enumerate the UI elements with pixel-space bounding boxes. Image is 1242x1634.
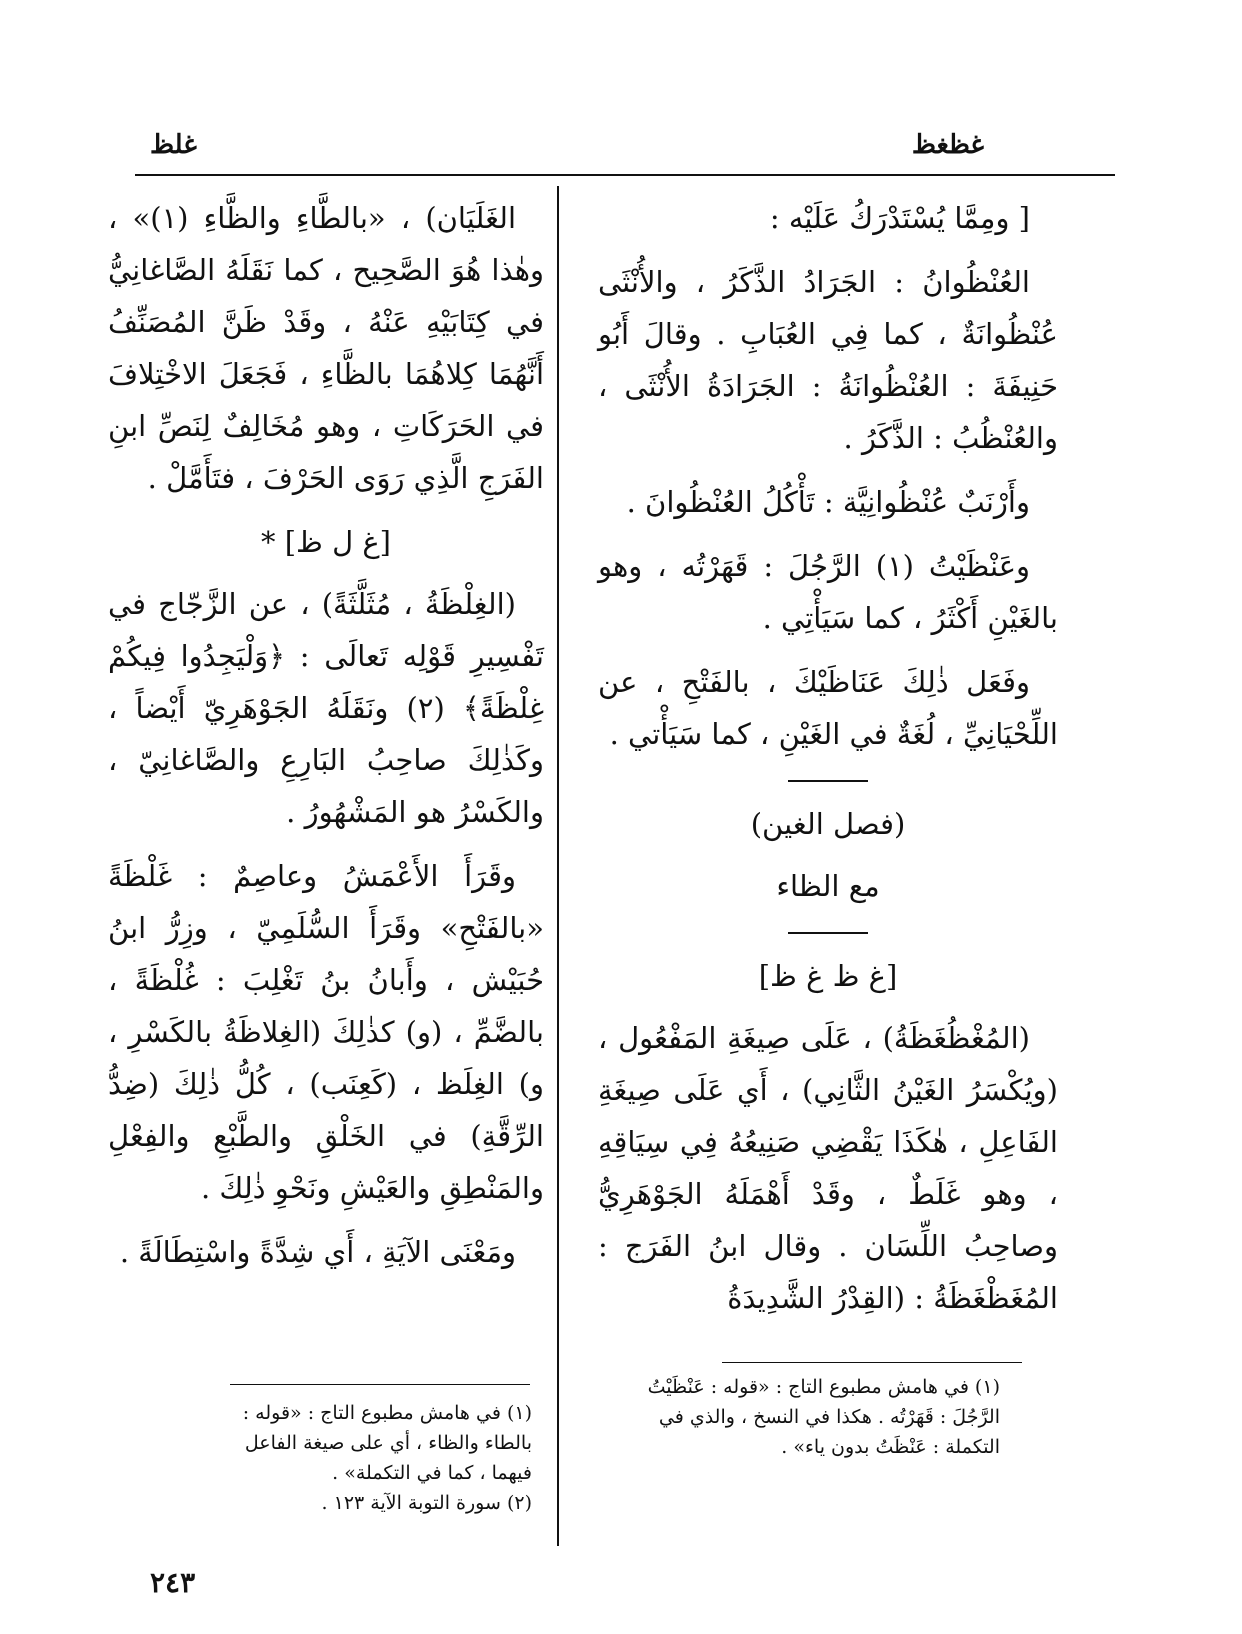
footnote: (١) في هامش مطبوع التاج : «قوله : عَنْظَيْتُ الرَّجُلَ : قَهَرْتُه . هكذا في النسخ ، والذي في التكملة : عَنْظَتُ بدون ياء» . (647, 1376, 1000, 1458)
section-title: (فصل الغين) (750, 807, 906, 841)
page-number: ٢٤٣ (150, 1566, 196, 1599)
section-divider (788, 932, 868, 934)
footnote: (١) في هامش مطبوع التاج : «قوله : بالطاء والظاء ، أي على صيغة الفاعل فيهما ، كما في التكملة» . (242, 1402, 532, 1484)
paragraph: العُنْظُوانُ : الجَرَادُ الذَّكَرُ ، والأُنْثَى عُنْظُوانَةٌ ، كما فِي العُبَابِ . وقالَ أَبُو حَنِيفَةَ : العُنْظُوانَةُ : الجَرَادَةُ الأُنْثَى ، والعُنْظُبُ : الذَّكَرُ . (598, 265, 1058, 455)
header-left-word: غلظ (150, 130, 197, 160)
right-column (598, 192, 1058, 1336)
paragraph: الغَلَيَان) ، «بالطَّاءِ والظَّاءِ (١)» ، وهٰذا هُوَ الصَّحِيح ، كما نَقَلَهُ الصَّاغانِيُّ في كِتَابَيْهِ عَنْهُ ، وقَدْ ظَنَّ المُصَنِّفُ أَنَّهُمَا كِلاهُمَا بالظَّاءِ ، فَجَعَلَ الاخْتِلافَ في الحَرَكَاتِ ، وهو مُخَالِفٌ لِنَصِّ ابنِ الفَرَجِ الَّذِي رَوَى الحَرْفَ ، فتَأَمَّلْ . (108, 201, 544, 495)
paragraph: وفَعَل ذٰلِكَ عَنَاظَيْكَ ، بالفَتْحِ ، عن اللِّحْيَانِيِّ ، لُغَةٌ في الغَيْنِ ، كما سَيَأْتي . (598, 665, 1058, 751)
left-column (108, 192, 544, 1290)
paragraph: [ ومِمَّا يُسْتَدْرَكُ عَلَيْه : (769, 201, 1030, 235)
root-heading: [غ ل ظ] * (261, 525, 391, 559)
header-rule (135, 174, 1115, 176)
header-right-word: غظغظ (911, 130, 984, 160)
paragraph: (المُغْظُغَظَةُ) ، عَلَى صِيغَةِ المَفْعُول ، (ويُكْسَرُ الغَيْنُ الثَّانِي) ، أَي عَلَى صِيغَةِ الفَاعِلِ ، هٰكَذَا يَقْضِي صَنِيعُهُ فِي سِيَاقِهِ ، وهو غَلَطٌ ، وقَدْ أَهْمَلَهُ الجَوْهَرِيُّ وصاحِبُ اللِّسَان . وقال ابنُ الفَرَج : المُغَظْغَظَةُ : (القِدْرُ الشَّدِيدَةُ (598, 1021, 1058, 1315)
footnotes-left (200, 1398, 532, 1518)
section-divider (788, 780, 868, 782)
footnote: (٢) سورة التوبة الآية ١٢٣ . (321, 1492, 532, 1514)
column-divider (557, 186, 559, 1546)
footnotes-right (640, 1372, 1000, 1462)
footnote-rule (230, 1384, 530, 1385)
section-subtitle: مع الظاء (776, 869, 880, 903)
root-heading: [غ ظ غ ظ] (758, 959, 898, 993)
footnote-rule (722, 1362, 1022, 1363)
paragraph: (الغِلْظَةُ ، مُثَلَّثَةً) ، عن الزَّجّاج في تَفْسِيرِ قَوْلِه تَعالَى : ﴿وَلْيَجِدُوا فِيكُمْ غِلْظَةً﴾ (٢) ونَقَلَهُ الجَوْهَرِيّ أَيْضاً ، وكَذٰلِكَ صاحِبُ البَارِعِ والصَّاغانِيّ ، والكَسْرُ هو المَشْهُورُ . (108, 587, 544, 829)
paragraph: وأَرْنَبٌ عُنْظُوانِيَّة : تَأْكُلُ العُنْظُوانَ . (626, 485, 1030, 519)
paragraph: وعَنْظَيْتُ (١) الرَّجُلَ : قَهَرْتُه ، وهو بالغَيْنِ أَكْثَرُ ، كما سَيَأْتِي . (598, 549, 1058, 635)
paragraph: وقَرَأَ الأَعْمَشُ وعاصِمٌ : غَلْظَةً «بالفَتْحِ» وقَرَأَ السُّلَمِيّ ، وزِرُّ ابنُ حُبَيْش ، وأَبانُ بنُ تَغْلِبَ : غُلْظَةً ، بالضَّمِّ ، (و) كذٰلِكَ (الغِلاظَةُ بالكَسْرِ ، و) الغِلَظ ، (كَعِنَب) ، كُلُّ ذٰلِكَ (ضِدُّ الرِّقَّةِ) في الخَلْقِ والطَّبْعِ والفِعْلِ والمَنْطِقِ والعَيْشِ ونَحْوِ ذٰلِكَ . (108, 859, 544, 1205)
paragraph: ومَعْنَى الآيَةِ ، أَي شِدَّةً واسْتِطَالَةً . (119, 1235, 516, 1269)
